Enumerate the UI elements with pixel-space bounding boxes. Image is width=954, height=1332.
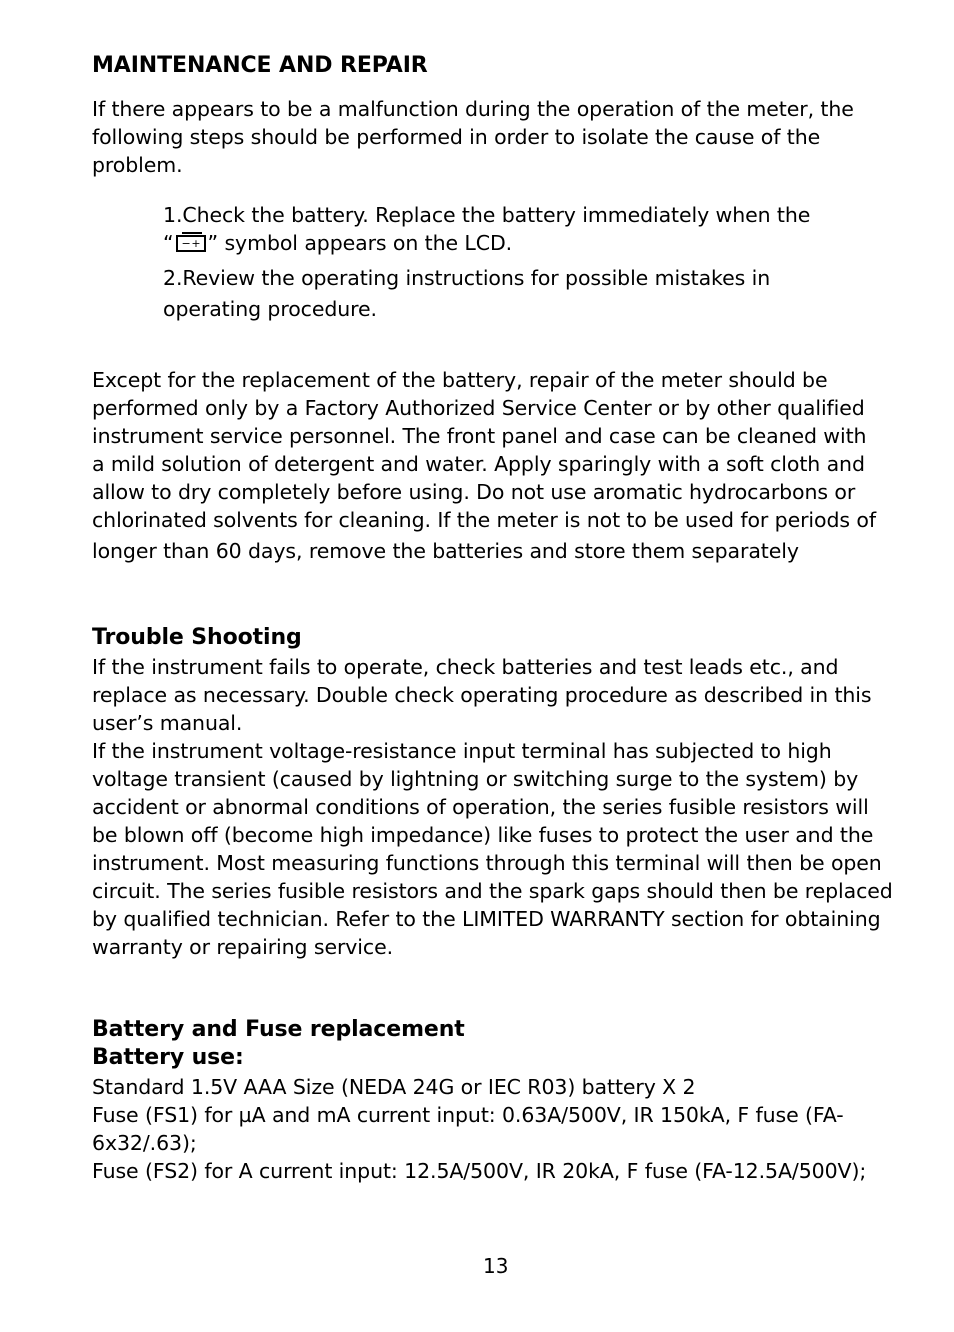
text-line: 2.Review the operating instructions for possible mistakes in xyxy=(163,266,771,290)
step-1 xyxy=(163,201,810,257)
battery-paragraph xyxy=(92,1073,866,1185)
step-1-rest: ” symbol appears on the LCD. xyxy=(207,231,513,255)
quote-open: “ xyxy=(163,231,174,255)
text-line: chlorinated solvents for cleaning. If the meter is not to be used for periods of xyxy=(92,508,876,532)
text-line: performed only by a Factory Authorized Service Center or by other qualified xyxy=(92,396,865,420)
text-line: a mild solution of detergent and water. Apply sparingly with a soft cloth and xyxy=(92,452,865,476)
text-line: user’s manual. xyxy=(92,711,243,735)
text-line: Except for the replacement of the battery, repair of the meter should be xyxy=(92,368,828,392)
text-line: 1.Check the battery. Replace the battery immediately when the xyxy=(163,203,811,227)
text-line xyxy=(163,229,810,257)
text-line: 6x32/.63); xyxy=(92,1131,197,1155)
text-line: Standard 1.5V AAA Size (NEDA 24G or IEC R03) battery X 2 xyxy=(92,1075,696,1099)
text-line: voltage transient (caused by lightning or switching surge to the system) by xyxy=(92,767,859,791)
intro-paragraph xyxy=(92,95,854,179)
text-line: If there appears to be a malfunction during the operation of the meter, the xyxy=(92,97,854,121)
battery-icon-minus: − xyxy=(181,237,191,250)
section-heading-trouble-shooting: Trouble Shooting xyxy=(92,625,302,650)
text-line: by qualified technician. Refer to the LIMITED WARRANTY section for obtaining xyxy=(92,907,881,931)
text-line: If the instrument fails to operate, check batteries and test leads etc., and xyxy=(92,655,839,679)
battery-icon xyxy=(176,235,206,252)
section-heading-battery-fuse: Battery and Fuse replacement xyxy=(92,1017,465,1042)
battery-icon-bar xyxy=(182,232,202,234)
step-2 xyxy=(163,263,770,325)
text-line: circuit. The series fusible resistors and the spark gaps should then be replaced xyxy=(92,879,893,903)
text-line: Fuse (FS1) for µA and mA current input: 0.63A/500V, IR 150kA, F fuse (FA- xyxy=(92,1103,844,1127)
text-line: problem. xyxy=(92,153,183,177)
text-line: If the instrument voltage-resistance input terminal has subjected to high xyxy=(92,739,832,763)
trouble-paragraph xyxy=(92,653,893,961)
text-line: following steps should be performed in order to isolate the cause of the xyxy=(92,125,821,149)
text-line: replace as necessary. Double check operating procedure as described in this xyxy=(92,683,872,707)
page-number: 13 xyxy=(483,1254,509,1278)
text-line: longer than 60 days, remove the batteries and store them separately xyxy=(92,539,799,563)
text-line: instrument. Most measuring functions through this terminal will then be open xyxy=(92,851,882,875)
text-line: allow to dry completely before using. Do not use aromatic hydrocarbons or xyxy=(92,480,856,504)
text-line: Fuse (FS2) for A current input: 12.5A/500V, IR 20kA, F fuse (FA-12.5A/500V); xyxy=(92,1159,867,1183)
section-heading-maintenance: MAINTENANCE AND REPAIR xyxy=(92,53,428,78)
text-line: instrument service personnel. The front panel and case can be cleaned with xyxy=(92,424,867,448)
text-line: be blown off (become high impedance) like fuses to protect the user and the xyxy=(92,823,874,847)
text-line: warranty or repairing service. xyxy=(92,935,394,959)
text-line: accident or abnormal conditions of operation, the series fusible resistors will xyxy=(92,795,869,819)
repair-paragraph xyxy=(92,366,876,565)
subheading-battery-use: Battery use: xyxy=(92,1045,244,1070)
text-line: operating procedure. xyxy=(163,297,377,321)
battery-icon-plus: + xyxy=(191,237,201,250)
